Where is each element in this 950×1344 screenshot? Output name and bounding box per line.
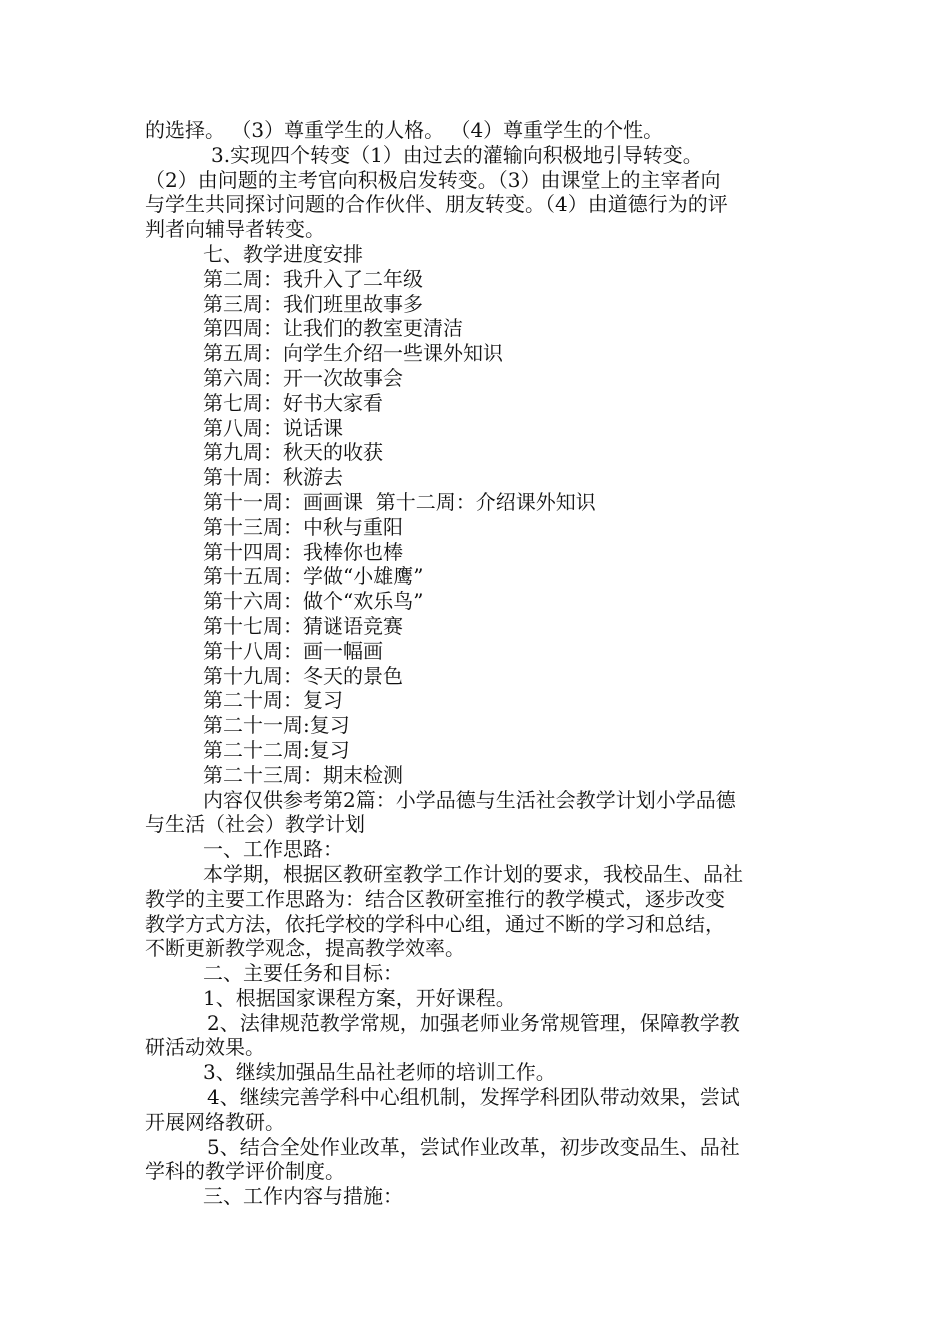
text-line: 开展网络教研。 [145,1109,285,1134]
text-line: 七、教学进度安排 [203,241,363,266]
text-line: 与生活（社会）教学计划 [145,812,365,837]
text-line: 第十五周：学做“小雄鹰” [203,564,424,589]
text-line: 第十六周：做个“欢乐鸟” [203,589,424,614]
text-line: 判者向辅导者转变。 [145,217,325,242]
text-line: 第二十一周:复习 [203,713,350,738]
text-line: 第十周：秋游去 [203,465,343,490]
text-line: 3、继续加强品生品社老师的培训工作。 [203,1060,556,1085]
document-body [145,118,815,1209]
text-line: 第十八周：画一幅画 [203,638,383,663]
text-line: 第二十周：复习 [203,688,343,713]
text-line: 第十七周：猜谜语竞赛 [203,613,403,638]
text-line: 第六周：开一次故事会 [203,365,403,390]
text-line: 的选择。 （3）尊重学生的人格。 （4）尊重学生的个性。 [145,118,664,142]
text-line: 不断更新教学观念，提高教学效率。 [145,936,465,961]
text-line: 第九周：秋天的收获 [203,440,383,465]
text-line: 第四周：让我们的教室更清洁 [203,316,463,341]
text-line: 一、工作思路： [203,837,343,862]
text-line: 第二周：我升入了二年级 [203,266,423,291]
text-line: 2、法律规范教学常规，加强老师业务常规管理，保障教学教 [207,1010,740,1035]
text-line: 第三周：我们班里故事多 [203,291,423,316]
text-line: 第二十二周:复习 [203,737,350,762]
text-line: 本学期，根据区教研室教学工作计划的要求，我校品生、品社 [203,861,743,886]
text-line: 第八周：说话课 [203,415,343,440]
text-line: 第十三周：中秋与重阳 [203,514,403,539]
text-line: 第七周：好书大家看 [203,390,383,415]
text-line: 3.实现四个转变（1）由过去的灌输向积极地引导转变。 [211,142,703,167]
text-line: 4、继续完善学科中心组机制，发挥学科团队带动效果，尝试 [207,1085,740,1110]
text-line: 研活动效果。 [145,1035,265,1060]
text-line: 三、工作内容与措施： [203,1184,403,1209]
text-line: 第二十三周：期末检测 [203,762,403,787]
text-line: 内容仅供参考第2篇：小学品德与生活社会教学计划小学品德 [203,787,736,812]
text-line: 5、结合全处作业改革，尝试作业改革，初步改变品生、品社 [207,1134,740,1159]
text-line: 第五周：向学生介绍一些课外知识 [203,341,503,366]
text-line: 与学生共同探讨问题的合作伙伴、朋友转变。（4）由道德行为的评 [145,192,728,217]
text-line: 第十一周：画画课 第十二周：介绍课外知识 [203,489,596,514]
text-line: 教学方式方法，依托学校的学科中心组，通过不断的学习和总结， [145,911,725,936]
text-line: 二、主要任务和目标： [203,961,403,986]
text-line: 学科的教学评价制度。 [145,1159,345,1184]
text-line: 第十九周：冬天的景色 [203,663,403,688]
text-line: （2）由问题的主考官向积极启发转变。（3）由课堂上的主宰者向 [145,167,721,192]
text-line: 1、根据国家课程方案，开好课程。 [203,985,516,1010]
text-line: 第十四周：我棒你也棒 [203,539,403,564]
text-line: 教学的主要工作思路为：结合区教研室推行的教学模式，逐步改变 [145,886,725,911]
